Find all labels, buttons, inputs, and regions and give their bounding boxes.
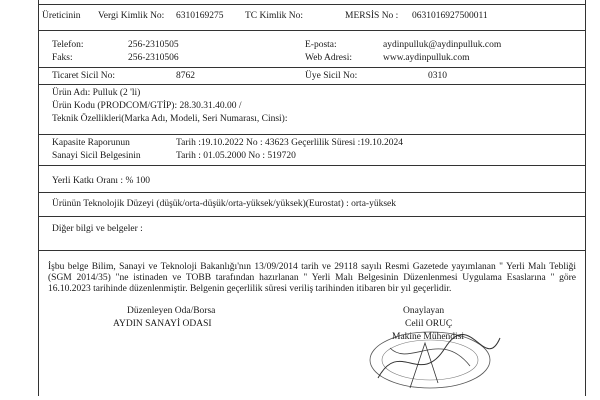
tc-label: TC Kimlik No: (245, 11, 304, 21)
statement-paragraph: İşbu belge Bilim, Sanayi ve Teknoloji Bakanlığı'nın 13/09/2014 tarih ve 29118 sayılı Resmi Gazetede yayımlanan " Yerli Malı Tebliği (SGM 2014/35) "ne istinaden ve TOBB tarafından hazırlanan " Yerli Malı Belgesinin Düzenlenmesi Uygulama Esaslarına " göre 16.10.2023 tarihinde düzenlenmiştir. Belgenin geçerlilik süresi veriliş tarihinden itibaren bir yıl geçerlidir. (48, 262, 576, 294)
ticaret-sicil-label: Ticaret Sicil No: (52, 71, 115, 81)
divider (38, 134, 585, 135)
urun-adi: Ürün Adı: Pulluk (2 'li) (52, 88, 141, 98)
vergi-value: 6310169275 (176, 11, 224, 21)
uye-sicil-value: 0310 (428, 71, 447, 81)
signature-stamp-image (350, 318, 520, 398)
telefon-label: Telefon: (52, 40, 84, 50)
issuer-label: Düzenleyen Oda/Borsa (127, 306, 216, 316)
approver-name: Celil ORUÇ (405, 319, 453, 329)
kapasite-label: Kapasite Raporunun (52, 138, 130, 148)
yerli-katki: Yerli Katkı Oranı : % 100 (52, 176, 150, 186)
uretici-label: Üreticinin (42, 11, 81, 21)
eposta-value: aydinpulluk@aydinpulluk.com (383, 40, 502, 50)
divider (38, 250, 585, 251)
divider (38, 4, 585, 5)
web-label: Web Adresi: (305, 53, 352, 63)
approver-label: Onaylayan (403, 306, 445, 316)
divider (38, 216, 585, 217)
faks-value: 256-2310506 (128, 53, 179, 63)
web-value: www.aydinpulluk.com (383, 53, 470, 63)
kapasite-details: Tarih :19.10.2022 No : 43623 Geçerlilik Süresi :19.10.2024 (176, 138, 404, 148)
teknoloji-duzeyi: Ürünün Teknolojik Düzeyi (düşük/orta-düşük/orta-yüksek/yüksek)(Eurostat) : orta-yüksek (52, 199, 396, 209)
divider (38, 165, 585, 166)
mersis-value: 0631016927500011 (412, 11, 488, 21)
ticaret-sicil-value: 8762 (176, 71, 195, 81)
faks-label: Faks: (52, 53, 73, 63)
approver-title: Makine Mühendisi (392, 332, 465, 342)
teknik-ozellikler: Teknik Özellikleri(Marka Adı, Modeli, Seri Numarası, Cinsi): (52, 114, 288, 124)
vergi-label: Vergi Kimlik No: (98, 11, 165, 21)
eposta-label: E-posta: (305, 40, 337, 50)
issuer-name: AYDIN SANAYİ ODASI (113, 319, 212, 329)
sanayi-details: Tarih : 01.05.2000 No : 519720 (176, 151, 296, 161)
urun-kodu: Ürün Kodu (PRODCOM/GTİP): 28.30.31.40.00 / (52, 101, 242, 111)
sanayi-label: Sanayi Sicil Belgesinin (52, 151, 141, 161)
diger-bilgi: Diğer bilgi ve belgeler : (52, 224, 143, 234)
telefon-value: 256-2310505 (128, 40, 179, 50)
divider (38, 67, 585, 68)
divider (38, 30, 585, 31)
mersis-label: MERSİS No : (345, 11, 399, 21)
divider (38, 192, 585, 193)
divider (38, 84, 585, 85)
uye-sicil-label: Üye Sicil No: (305, 71, 358, 81)
